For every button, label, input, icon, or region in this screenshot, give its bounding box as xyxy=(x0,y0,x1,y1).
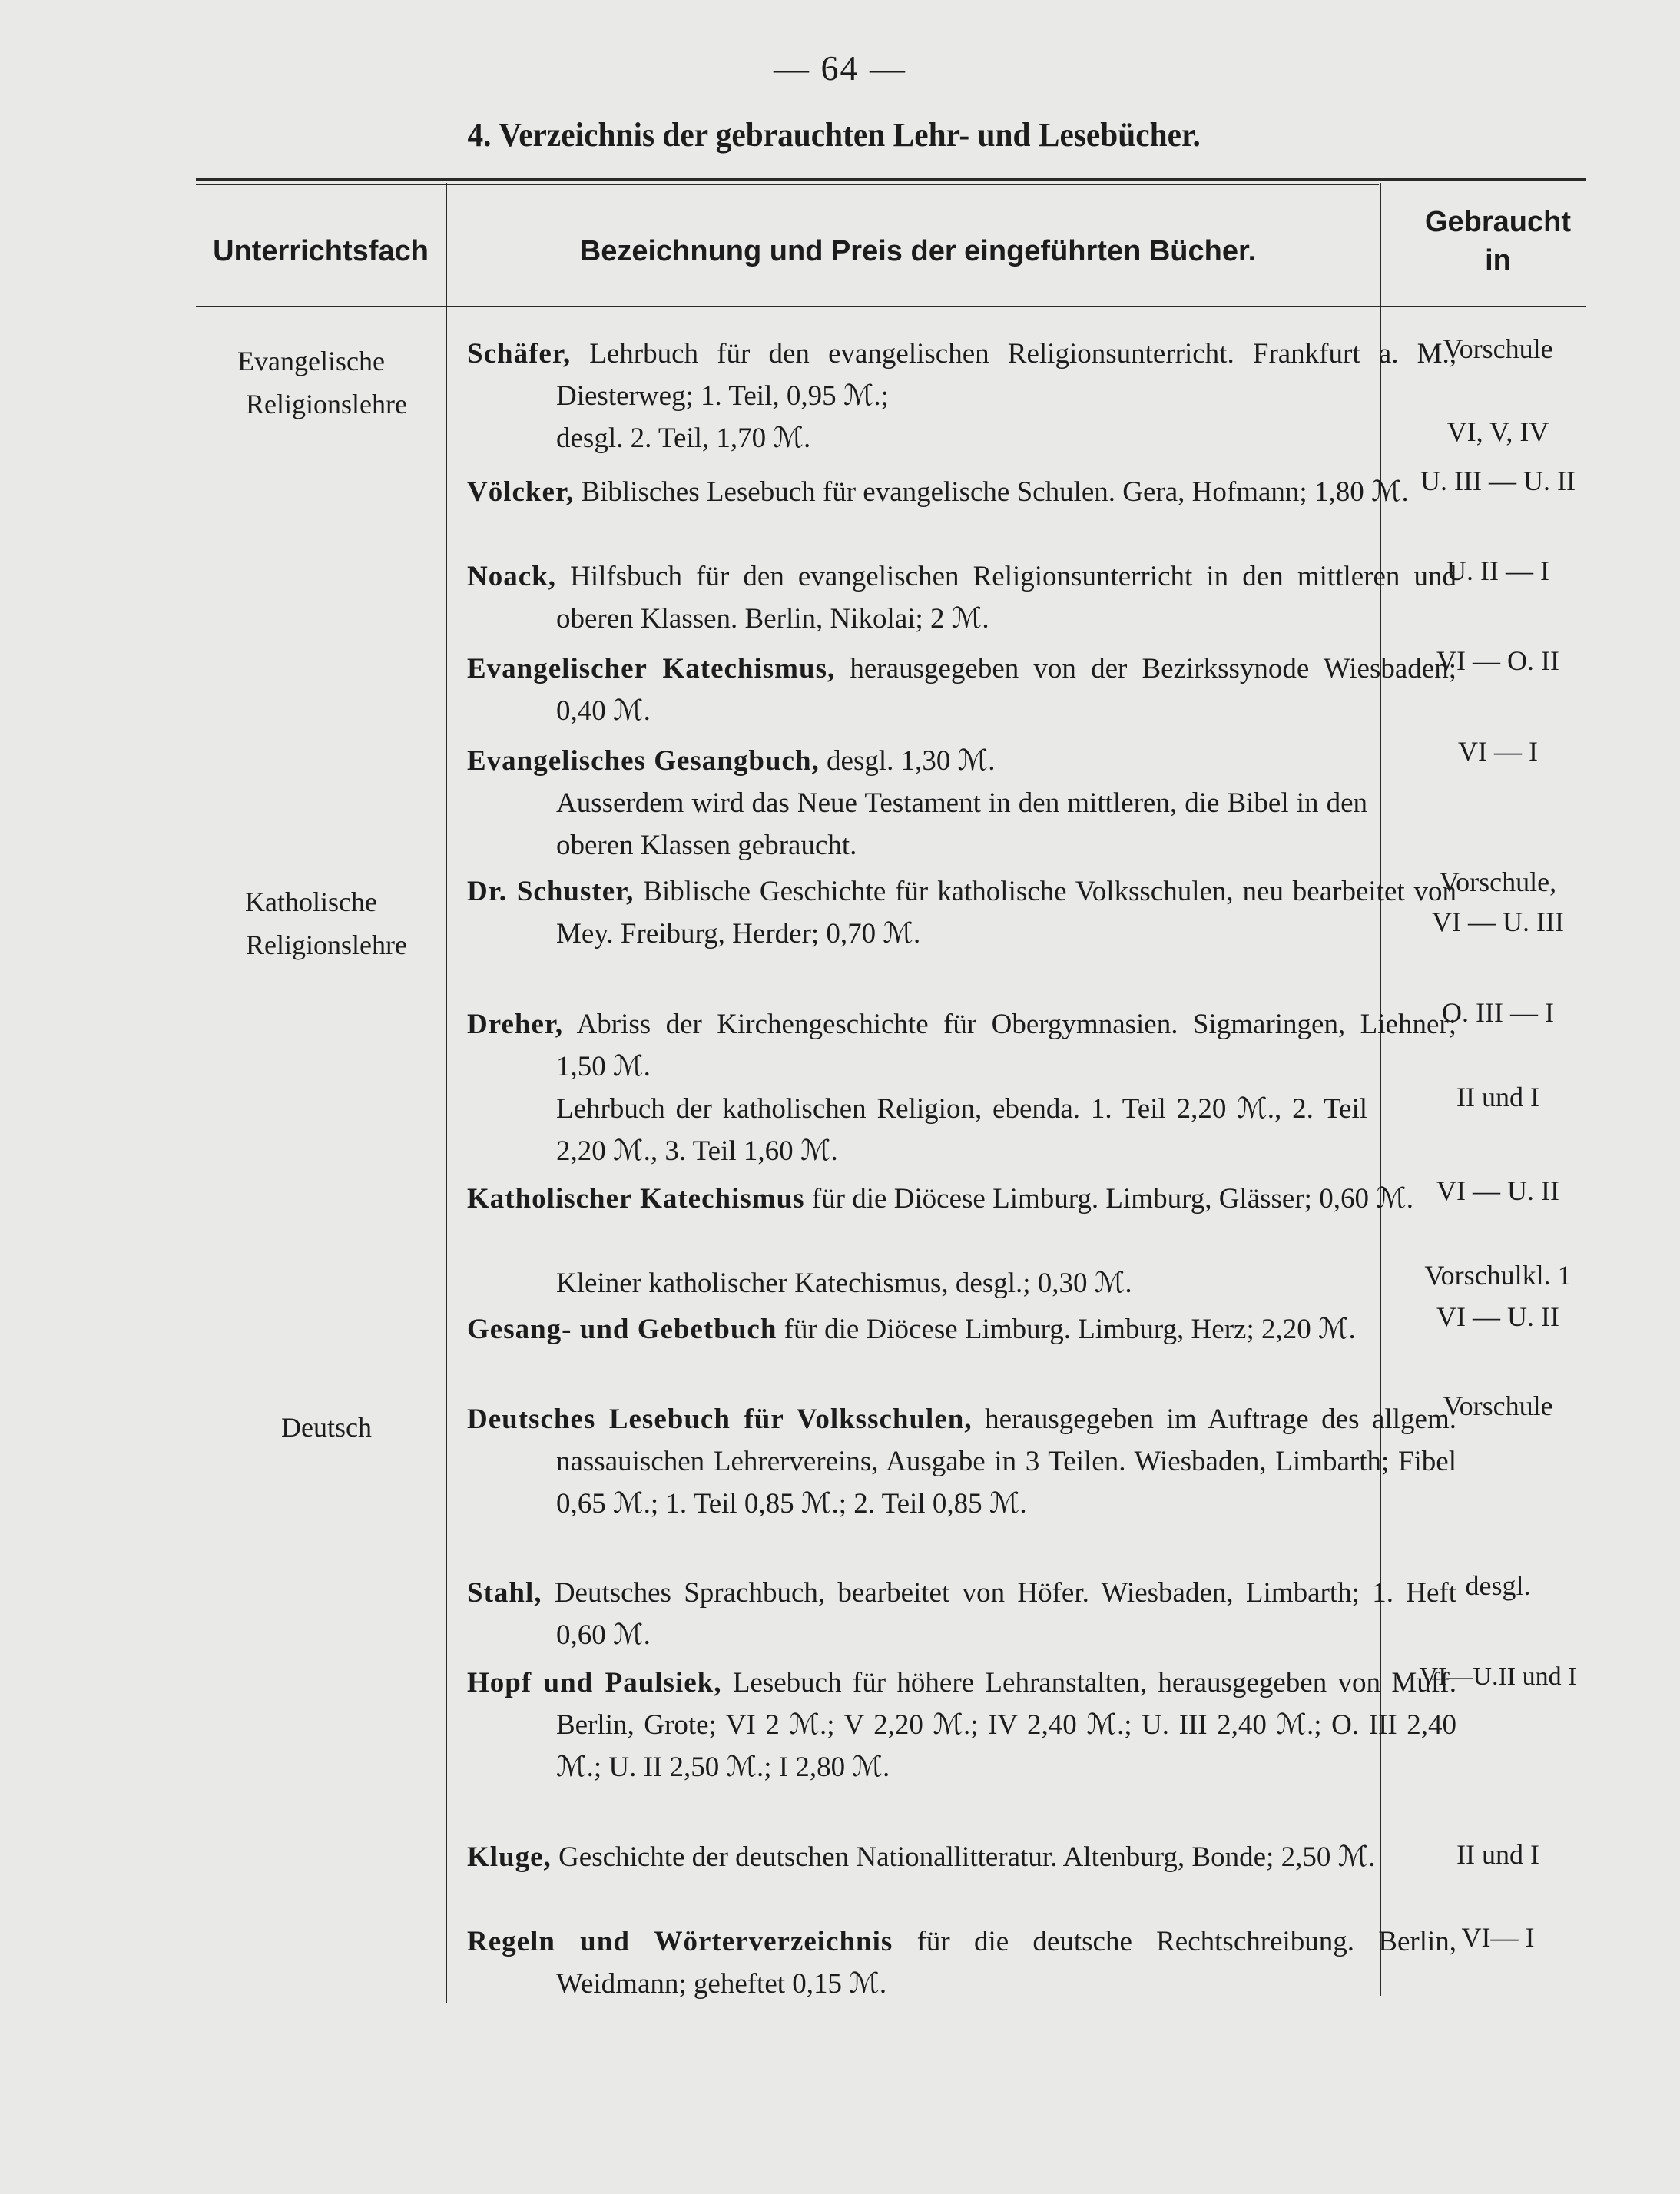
column-divider-left xyxy=(446,183,447,2003)
book-entry xyxy=(467,1836,1456,1878)
book-details: Geschichte der deutschen Nationallitteratur. Altenburg, Bonde; 2,50 ℳ. xyxy=(558,1841,1376,1873)
subject-german: Deutsch xyxy=(281,1412,372,1443)
book-details: für die Diöcese Limburg. Limburg, Herz; 2,20 ℳ. xyxy=(784,1314,1356,1345)
book-author: Kluge, xyxy=(467,1841,552,1873)
book-entry xyxy=(467,1398,1456,1525)
used-in-value: U. III — U. II xyxy=(1420,466,1576,496)
book-details: für die Diöcese Limburg. Limburg, Glässer; 0,60 ℳ. xyxy=(811,1183,1414,1215)
used-in-value: U. II — I xyxy=(1446,555,1549,586)
book-entry xyxy=(467,471,1456,513)
book-details: herausgegeben von der Bezirkssynode Wiesbaden; 0,40 ℳ. xyxy=(556,653,1456,727)
subject-line: Religionslehre xyxy=(246,930,407,960)
book-entry xyxy=(467,1572,1456,1656)
book-subline: desgl. 2. Teil, 1,70 ℳ. xyxy=(556,423,811,454)
page-number: — 64 — xyxy=(774,48,906,88)
used-in-value: VI — U. II xyxy=(1436,1301,1559,1332)
book-details: Abriss der Kirchengeschichte für Obergymnasien. Sigmaringen, Liehner; 1,50 ℳ. xyxy=(556,1009,1456,1082)
book-entry xyxy=(467,870,1456,955)
book-subline: Ausserdem wird das Neue Testament in den mittleren, die Bibel in den oberen Klassen gebraucht. xyxy=(556,787,1367,861)
book-entry xyxy=(467,1003,1456,1088)
column-header-used xyxy=(1383,203,1613,280)
used-in-value: Vorschulkl. 1 xyxy=(1424,1260,1572,1291)
used-in-value: VI— I xyxy=(1461,1922,1535,1953)
column-header-books: Bezeichnung und Preis der eingeführten Bücher. xyxy=(579,235,1257,267)
book-details: Hilfsbuch für den evangelischen Religionsunterricht in den mittleren und oberen Klassen. Berlin, Nikolai; 2 ℳ. xyxy=(556,561,1457,635)
book-subline: Lehrbuch der katholischen Religion, ebenda. 1. Teil 2,20 ℳ., 2. Teil 2,20 ℳ., 3. Teil 1,60 ℳ. xyxy=(556,1093,1367,1167)
header-bottom-rule xyxy=(196,306,1586,307)
book-entry xyxy=(467,555,1456,640)
book-subline: Kleiner katholischer Katechismus, desgl.; 0,30 ℳ. xyxy=(556,1268,1132,1299)
book-details: desgl. 1,30 ℳ. xyxy=(827,745,996,777)
subject-evangelical xyxy=(184,340,438,426)
used-in-value: VI — O. II xyxy=(1436,645,1559,676)
book-details: für die deutsche Rechtschreibung. Berlin, Weidmann; geheftet 0,15 ℳ. xyxy=(556,1926,1457,2000)
table-top-rule xyxy=(196,178,1586,181)
book-entry xyxy=(467,1178,1456,1220)
used-in-value: VI, V, IV xyxy=(1446,416,1549,447)
used-in-value: II und I xyxy=(1456,1082,1539,1112)
book-details: Biblisches Lesebuch für evangelische Schulen. Gera, Hofmann; 1,80 ℳ. xyxy=(581,476,1409,508)
book-entry xyxy=(467,1308,1456,1351)
used-in-value: Vorschule, xyxy=(1439,867,1557,897)
column-header-subject: Unterrichtsfach xyxy=(213,235,429,267)
book-entry xyxy=(467,648,1456,732)
book-author: Noack, xyxy=(467,561,556,592)
subject-line: Katholische xyxy=(245,887,377,917)
used-in-value: II und I xyxy=(1456,1839,1539,1870)
book-entry xyxy=(467,1662,1456,1788)
used-in-value: VI—U.II und I xyxy=(1419,1662,1577,1691)
column-header-used-line1: Gebraucht xyxy=(1424,206,1572,238)
book-author: Evangelisches Gesangbuch, xyxy=(467,745,820,777)
page-title: 4. Verzeichnis der gebrauchten Lehr- und Lesebücher. xyxy=(467,116,1201,154)
book-author: Völcker, xyxy=(467,476,575,508)
used-in-value: VI — U. III xyxy=(1432,906,1564,937)
book-details: Lehrbuch für den evangelischen Religionsunterricht. Frankfurt a. M., Diesterweg; 1. Teil, 0,95 ℳ.; xyxy=(556,338,1456,412)
book-details: Deutsches Sprachbuch, bearbeitet von Höfer. Wiesbaden, Limbarth; 1. Heft 0,60 ℳ. xyxy=(554,1577,1456,1651)
book-author: Regeln und Wörterverzeichnis xyxy=(467,1926,893,1957)
used-in-value: O. III — I xyxy=(1442,997,1554,1028)
book-author: Hopf und Paulsiek, xyxy=(467,1667,722,1699)
book-author: Dr. Schuster, xyxy=(467,876,635,907)
book-entry xyxy=(467,333,1456,417)
book-author: Stahl, xyxy=(467,1577,542,1609)
book-details: Biblische Geschichte für katholische Volksschulen, neu bearbeitet von Mey. Freiburg, Herder; 0,70 ℳ. xyxy=(556,876,1456,950)
used-in-value: Vorschule xyxy=(1443,1390,1553,1421)
book-author: Schäfer, xyxy=(467,338,572,370)
book-entry xyxy=(467,1921,1456,2005)
book-details: herausgegeben im Auftrage des allgem. nassauischen Lehrervereins, Ausgabe in 3 Teilen. Wiesbaden, Limbarth; Fibel 0,65 ℳ.; 1. Teil 0,85 ℳ.; 2. Teil 0,85 ℳ. xyxy=(556,1404,1456,1520)
used-in-value: Vorschule xyxy=(1443,333,1553,364)
column-header-used-line2: in xyxy=(1485,244,1511,277)
book-entry xyxy=(467,740,1456,782)
book-author: Gesang- und Gebetbuch xyxy=(467,1314,777,1345)
subject-catholic xyxy=(184,880,438,966)
book-author: Evangelischer Katechismus, xyxy=(467,653,836,684)
used-in-value: VI — I xyxy=(1458,736,1538,767)
book-author: Katholischer Katechismus xyxy=(467,1183,805,1215)
book-author: Deutsches Lesebuch für Volksschulen, xyxy=(467,1404,973,1435)
table-top-rule-thin xyxy=(196,184,1379,185)
subject-line: Religionslehre xyxy=(246,389,407,419)
book-details: Lesebuch für höhere Lehranstalten, herausgegeben von Muff. Berlin, Grote; VI 2 ℳ.; V 2,20 ℳ.; IV 2,40 ℳ.; U. III 2,40 ℳ.; O. III 2,40 ℳ.; U. II 2,50 ℳ.; I 2,80 ℳ. xyxy=(556,1667,1456,1783)
used-in-value: desgl. xyxy=(1465,1570,1531,1601)
book-author: Dreher, xyxy=(467,1009,564,1040)
subject-line: Evangelische xyxy=(237,346,385,376)
used-in-value: VI — U. II xyxy=(1436,1175,1559,1206)
